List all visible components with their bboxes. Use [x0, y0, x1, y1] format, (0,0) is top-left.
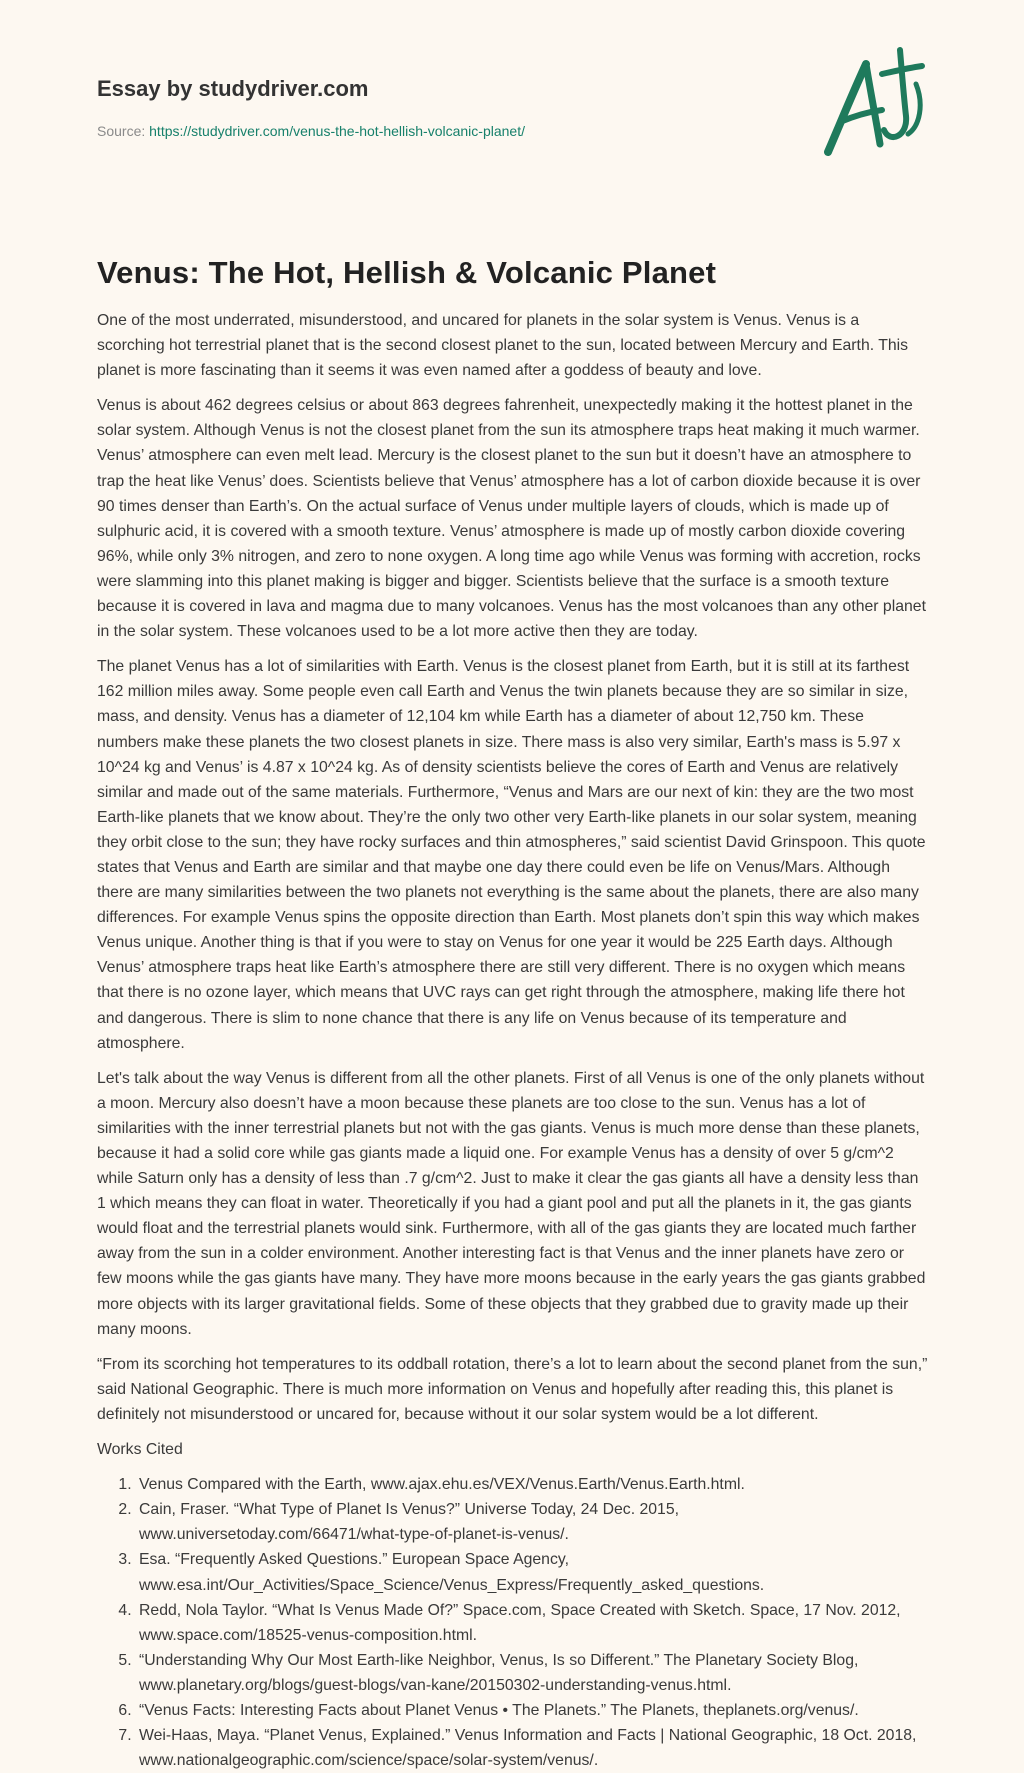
paragraph: “From its scorching hot temperatures to its oddball rotation, there’s a lot to learn about the second planet from the sun,” said National Geographic. There is much more information on Venus and hopefully after reading this, this planet is definitely not misunderstood or uncared for, because without it our solar system would be a lot different. [97, 1355, 928, 1423]
paragraph: One of the most underrated, misunderstood, and uncared for planets in the solar system is Venus. Venus is a scorching hot terrestrial planet that is the second closest planet to the sun, located between Mercury and Earth. This planet is more fascinating than it seems it was even named after a goddess of beauty and love. [97, 312, 909, 380]
citation-item: 1. Venus Compared with the Earth, www.ajax.ehu.es/VEX/Venus.Earth/Venus.Earth.html. [136, 1472, 929, 1497]
works-cited-heading: Works Cited [97, 1441, 183, 1459]
source-label: Source: [97, 123, 146, 139]
citation-item: 5. “Understanding Why Our Most Earth-like Neighbor, Venus, Is so Different.” The Planetary Society Blog, www.planetary.org/blogs/guest-blogs/van-kane/20150302-understanding-venus.html. [136, 1648, 929, 1698]
source-link[interactable]: https://studydriver.com/venus-the-hot-hellish-volcanic-planet/ [149, 123, 525, 139]
site-title: Essay by studydriver.com [97, 76, 369, 101]
paragraph: Let's talk about the way Venus is different from all the other planets. First of all Venus is one of the only planets without a moon. Mercury also doesn’t have a moon because these planets are too close to the sun. Venus has a lot of similarities with the inner terrestrial planets but not with the gas giants. Venus is much more dense than these planets, because it had a solid core while gas giants made a liquid one. For example Venus has a density of over 5 g/cm^2 while Saturn only has a density of less than .7 g/cm^2. Just to make it clear the gas giants all have a density less than 1 which means they can float in water. Theoretically if you had a giant pool and put all the planets in it, the gas giants would float and the terrestrial planets would sink. Furthermore, with all of the gas giants they are located much farther away from the sun in a colder environment. Another interesting fact is that Venus and the inner planets have zero or few moons while the gas giants have many. They have more moons because in the early years the gas giants grabbed more objects with its larger gravitational fields. Some of these objects that they grabbed due to gravity made up their many moons. [97, 1069, 926, 1338]
citation-item: 3. Esa. “Frequently Asked Questions.” European Space Agency, www.esa.int/Our_Activities/Space_Science/Venus_Express/Frequently_asked_questions. [136, 1547, 929, 1597]
citation-item: 2. Cain, Fraser. “What Type of Planet Is Venus?” Universe Today, 24 Dec. 2015, www.universetoday.com/66471/what-type-of-planet-is-venus/. [136, 1497, 929, 1547]
source-line [97, 123, 525, 139]
a-plus-logo-icon [820, 44, 932, 166]
citation-item: 4. Redd, Nola Taylor. “What Is Venus Made Of?” Space.com, Space Created with Sketch. Space, 17 Nov. 2012, www.space.com/18525-venus-composition.html. [136, 1598, 929, 1648]
citation-item: 6. “Venus Facts: Interesting Facts about Planet Venus • The Planets.” The Planets, theplanets.org/venus/. [136, 1698, 929, 1723]
paragraph: The planet Venus has a lot of similarities with Earth. Venus is the closest planet from Earth, but it is still at its farthest 162 million miles away. Some people even call Earth and Venus the twin planets because they are so similar in size, mass, and density. Venus has a diameter of 12,104 km while Earth has a diameter of about 12,750 km. These numbers make these planets the two closest planets in size. There mass is also very similar, Earth's mass is 5.97 x 10^24 kg and Venus’ is 4.87 x 10^24 kg. As of density scientists believe the cores of Earth and Venus are relatively similar and made out of the same materials. Furthermore, “Venus and Mars are our next of kin: they are the two most Earth-like planets that we know about. They’re the only two other very Earth-like planets in our solar system, meaning they orbit close to the sun; they have rocky surfaces and thin atmospheres,” said scientist David Grinspoon. This quote states that Venus and Earth are similar and that maybe one day there could even be life on Venus/Mars. Although there are many similarities between the two planets not everything is the same about the planets, there are also many differences. For example Venus spins the opposite direction than Earth. Most planets don’t spin this way which makes Venus unique. Another thing is that if you were to stay on Venus for one year it would be 225 Earth days. Although Venus’ atmosphere traps heat like Earth’s atmosphere there are still very different. There is no oxygen which means that there is no ozone layer, which means that UVC rays can get right through the atmosphere, making life there hot and dangerous. There is slim to none chance that there is any life on Venus because of its temperature and atmosphere. [97, 658, 926, 1052]
paragraph: Venus is about 462 degrees celsius or about 863 degrees fahrenheit, unexpectedly making it the hottest planet in the solar system. Although Venus is not the closest planet from the sun its atmosphere traps heat making it much warmer. Venus’ atmosphere can even melt lead. Mercury is the closest planet to the sun but it doesn’t have an atmosphere to trap the heat like Venus’ does. Scientists believe that Venus’ atmosphere has a lot of carbon dioxide because it is over 90 times denser than Earth’s. On the actual surface of Venus under multiple layers of clouds, which is made up of sulphuric acid, it is covered with a smooth texture. Venus’ atmosphere is made up of mostly carbon dioxide covering 96%, while only 3% nitrogen, and zero to none oxygen. A long time ago while Venus was forming with accretion, rocks were slamming into this planet making is bigger and bigger. Scientists believe that the surface is a smooth texture because it is covered in lava and magma due to many volcanoes. Venus has the most volcanoes than any other planet in the solar system. These volcanoes used to be a lot more active then they are today. [97, 397, 926, 641]
citation-item: 7. Wei-Haas, Maya. “Planet Venus, Explained.” Venus Information and Facts | National Geographic, 18 Oct. 2018, www.nationalgeographic.com/science/space/solar-system/venus/. [136, 1723, 929, 1773]
essay-body [97, 308, 929, 1773]
essay-title: Venus: The Hot, Hellish & Volcanic Planet [97, 255, 717, 290]
citations-list [97, 1472, 929, 1773]
